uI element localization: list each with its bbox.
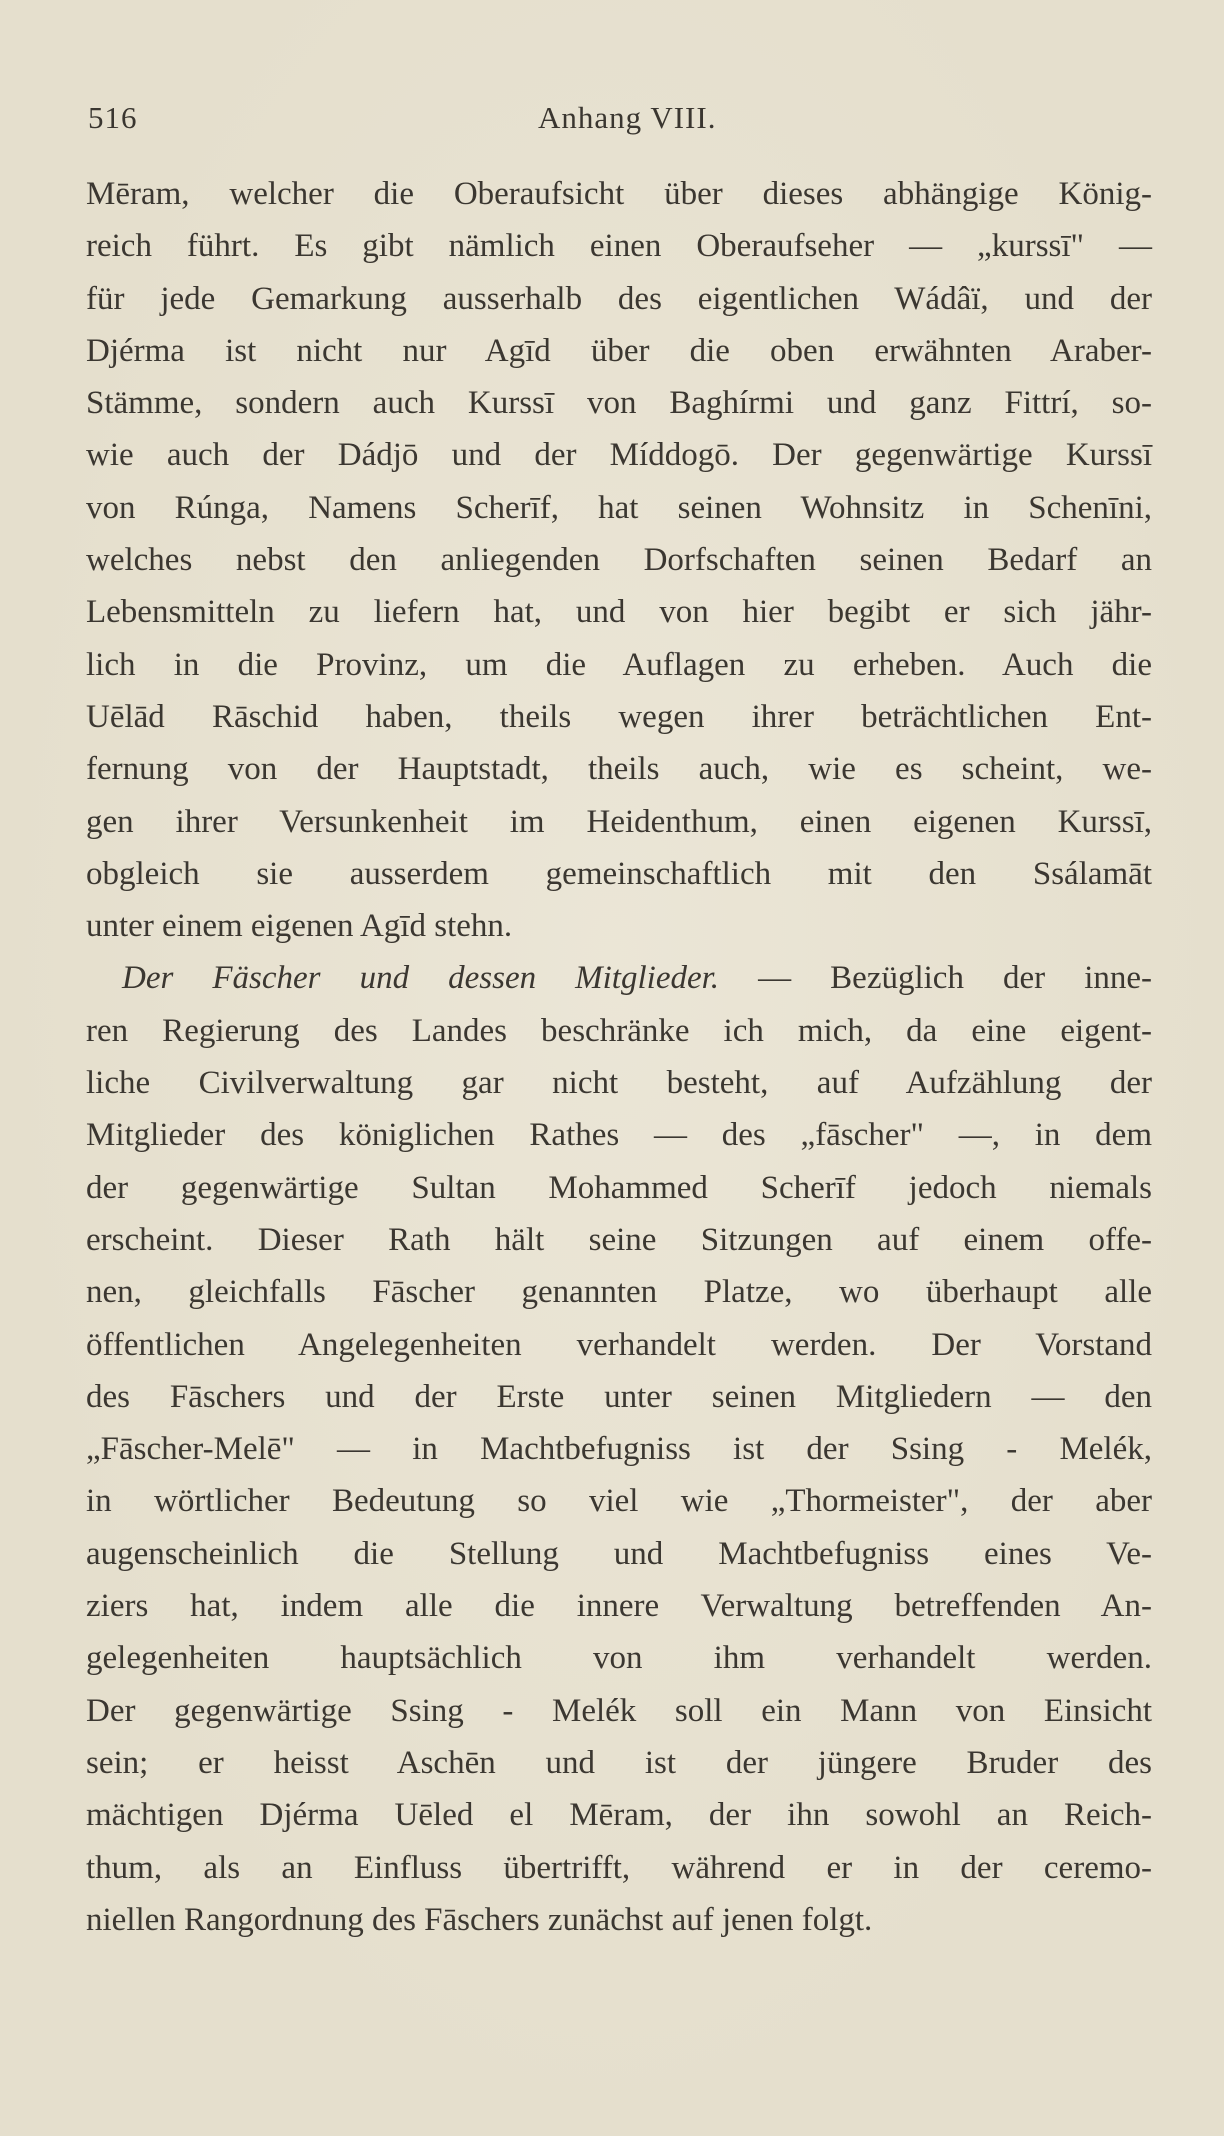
page-header	[88, 100, 1148, 144]
text-line: für jede Gemarkung ausserhalb des eigentlichen Wádâï, und der	[86, 280, 1152, 317]
section-lead-line	[86, 952, 1152, 1004]
paragraph-1	[86, 168, 1152, 952]
text-line: ziers hat, indem alle die innere Verwaltung betreffenden An-	[86, 1588, 1152, 1625]
text-line: liche Civilverwaltung gar nicht besteht, auf Aufzählung der	[86, 1065, 1152, 1102]
text-line: Djérma ist nicht nur Agīd über die oben erwähnten Araber-	[86, 332, 1152, 369]
section-heading: Der Fäscher und dessen Mitglieder.	[122, 960, 720, 997]
lead-rest: — Bezüglich der inne-	[719, 960, 1152, 997]
text-line: fernung von der Hauptstadt, theils auch, wie es scheint, we-	[86, 751, 1152, 788]
text-line: Der gegenwärtige Ssing - Melék soll ein Mann von Einsicht	[86, 1692, 1152, 1729]
text-line: augenscheinlich die Stellung und Machtbefugniss eines Ve-	[86, 1535, 1152, 1572]
text-line: mächtigen Djérma Uēled el Mēram, der ihn sowohl an Reich-	[86, 1797, 1152, 1834]
text-line: des Fāschers und der Erste unter seinen Mitgliedern — den	[86, 1378, 1152, 1415]
text-line: thum, als an Einfluss übertrifft, während er in der ceremo-	[86, 1849, 1152, 1886]
text-line: sein; er heisst Aschēn und ist der jüngere Bruder des	[86, 1744, 1152, 1781]
text-line: reich führt. Es gibt nämlich einen Oberaufseher — „kurssī" —	[86, 228, 1152, 265]
page-number: 516	[88, 100, 138, 135]
text-line: Lebensmitteln zu liefern hat, und von hier begibt er sich jähr-	[86, 594, 1152, 631]
body-text	[86, 168, 1152, 1946]
text-line: der gegenwärtige Sultan Mohammed Scherīf jedoch niemals	[86, 1169, 1152, 1206]
paragraph-2	[86, 952, 1152, 1946]
text-line: ren Regierung des Landes beschränke ich mich, da eine eigent-	[86, 1012, 1152, 1049]
text-line: obgleich sie ausserdem gemeinschaftlich mit den Ssálamāt	[86, 855, 1152, 892]
text-line: nen, gleichfalls Fāscher genannten Platze, wo überhaupt alle	[86, 1274, 1152, 1311]
text-line: öffentlichen Angelegenheiten verhandelt werden. Der Vorstand	[86, 1326, 1152, 1363]
text-line: Mēram, welcher die Oberaufsicht über dieses abhängige König-	[86, 176, 1152, 212]
text-line: Mitglieder des königlichen Rathes — des „fāscher" —, in dem	[86, 1117, 1152, 1154]
text-line: gen ihrer Versunkenheit im Heidenthum, einen eigenen Kurssī,	[86, 803, 1152, 840]
text-line: unter einem eigenen Agīd stehn.	[86, 908, 513, 945]
text-line: niellen Rangordnung des Fāschers zunächst auf jenen folgt.	[86, 1901, 873, 1938]
text-line: gelegenheiten hauptsächlich von ihm verhandelt werden.	[86, 1640, 1152, 1677]
text-line: lich in die Provinz, um die Auflagen zu erheben. Auch die	[86, 646, 1152, 683]
text-line: von Rúnga, Namens Scherīf, hat seinen Wohnsitz in Schenīni,	[86, 489, 1152, 526]
text-line: in wörtlicher Bedeutung so viel wie „Thormeister", der aber	[86, 1483, 1152, 1520]
text-line: erscheint. Dieser Rath hält seine Sitzungen auf einem offe-	[86, 1221, 1152, 1258]
running-head: Anhang VIII.	[538, 100, 717, 135]
text-line: wie auch der Dádjō und der Míddogō. Der gegenwärtige Kurssī	[86, 437, 1152, 474]
text-line: „Fāscher-Melē" — in Machtbefugniss ist der Ssing - Melék,	[86, 1431, 1152, 1468]
text-line: welches nebst den anliegenden Dorfschaften seinen Bedarf an	[86, 542, 1152, 579]
text-line: Uēlād Rāschid haben, theils wegen ihrer beträchtlichen Ent-	[86, 698, 1152, 735]
text-line: Stämme, sondern auch Kurssī von Baghírmi und ganz Fittrí, so-	[86, 385, 1152, 422]
